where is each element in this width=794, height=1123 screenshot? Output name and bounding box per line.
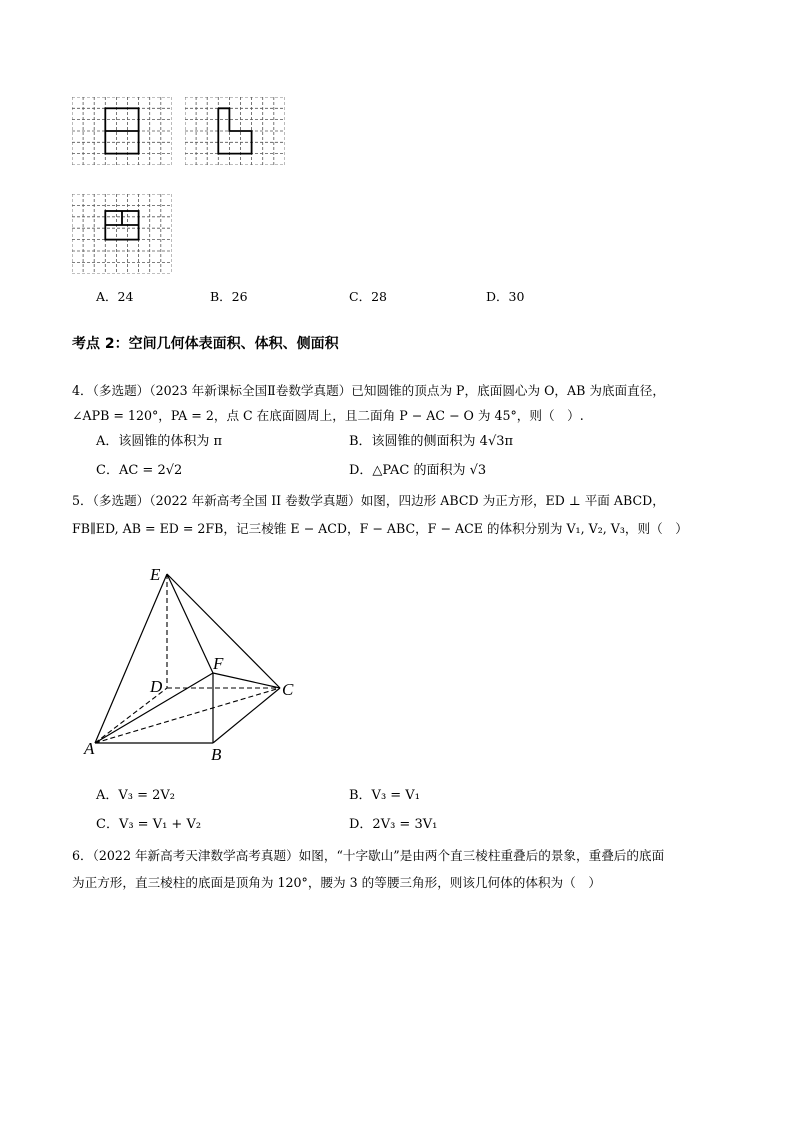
q5-option-d: D．2V₃ = 3V₁ — [349, 817, 438, 832]
edge-fc — [213, 673, 280, 688]
q4-option-c: C．AC = 2√2 — [96, 463, 183, 478]
vertex-label-c: C — [282, 680, 294, 699]
q4-option-b: B．该圆锥的侧面积为 4√3π — [349, 434, 514, 449]
q4-option-a: A．该圆锥的体积为 π — [96, 434, 223, 449]
edge-ec — [167, 574, 280, 688]
edge-ac-hidden — [95, 688, 280, 743]
q5-option-a: A．V₃ = 2V₂ — [96, 788, 176, 803]
vertex-label-b: B — [211, 745, 222, 764]
edge-bc — [213, 688, 280, 743]
q5-option-c: C．V₃ = V₁ + V₂ — [96, 817, 202, 832]
q4-option-d: D．△PAC 的面积为 √3 — [349, 463, 487, 478]
q3-option-c: C．28 — [349, 289, 387, 304]
q5-stem-line1: 5．（多选题）（2022 年新高考全国 II 卷数学真题）如图，四边形 ABCD 为正方形，ED ⊥ 平面 ABCD， — [72, 493, 665, 508]
q5-stem-line2: FB∥ED, AB = ED = 2FB，记三棱锥 E − ACD，F − ABC，F − ACE 的体积分别为 V₁, V₂, V₃，则（ ） — [72, 521, 688, 536]
q3-option-d: D．30 — [486, 289, 525, 304]
q5-pyramid-figure — [80, 558, 310, 768]
edge-ea — [95, 574, 167, 743]
q3-option-b: B．26 — [210, 289, 248, 304]
grid-figure-side-view — [185, 97, 285, 165]
grid-figure-top-view — [72, 194, 172, 274]
vertex-label-d: D — [150, 677, 163, 696]
vertex-label-a: A — [84, 739, 95, 758]
q4-stem-line2: ∠APB = 120°，PA = 2，点 C 在底面圆周上，且二面角 P − AC − O 为 45°，则（ ）. — [72, 408, 584, 423]
edge-ad-hidden — [95, 688, 167, 743]
q5-option-b: B．V₃ = V₁ — [349, 788, 420, 803]
q4-stem-line1: 4．（多选题）（2023 年新课标全国Ⅱ卷数学真题）已知圆锥的顶点为 P，底面圆心为 O，AB 为底面直径， — [72, 383, 665, 398]
q6-stem-line1: 6．（2022 年新高考天津数学高考真题）如图，“十字歇山”是由两个直三棱柱重叠后的景象，重叠后的底面 — [72, 848, 665, 863]
grid-figure-front-view — [72, 97, 172, 165]
vertex-label-f: F — [213, 654, 224, 673]
q3-option-a: A．24 — [96, 289, 134, 304]
edge-ef — [167, 574, 213, 673]
q6-stem-line2: 为正方形，直三棱柱的底面是顶角为 120°，腰为 3 的等腰三角形，则该几何体的体积为（ ） — [72, 875, 601, 890]
vertex-label-e: E — [150, 565, 161, 584]
section-heading: 考点 2：空间几何体表面积、体积、侧面积 — [72, 336, 339, 352]
